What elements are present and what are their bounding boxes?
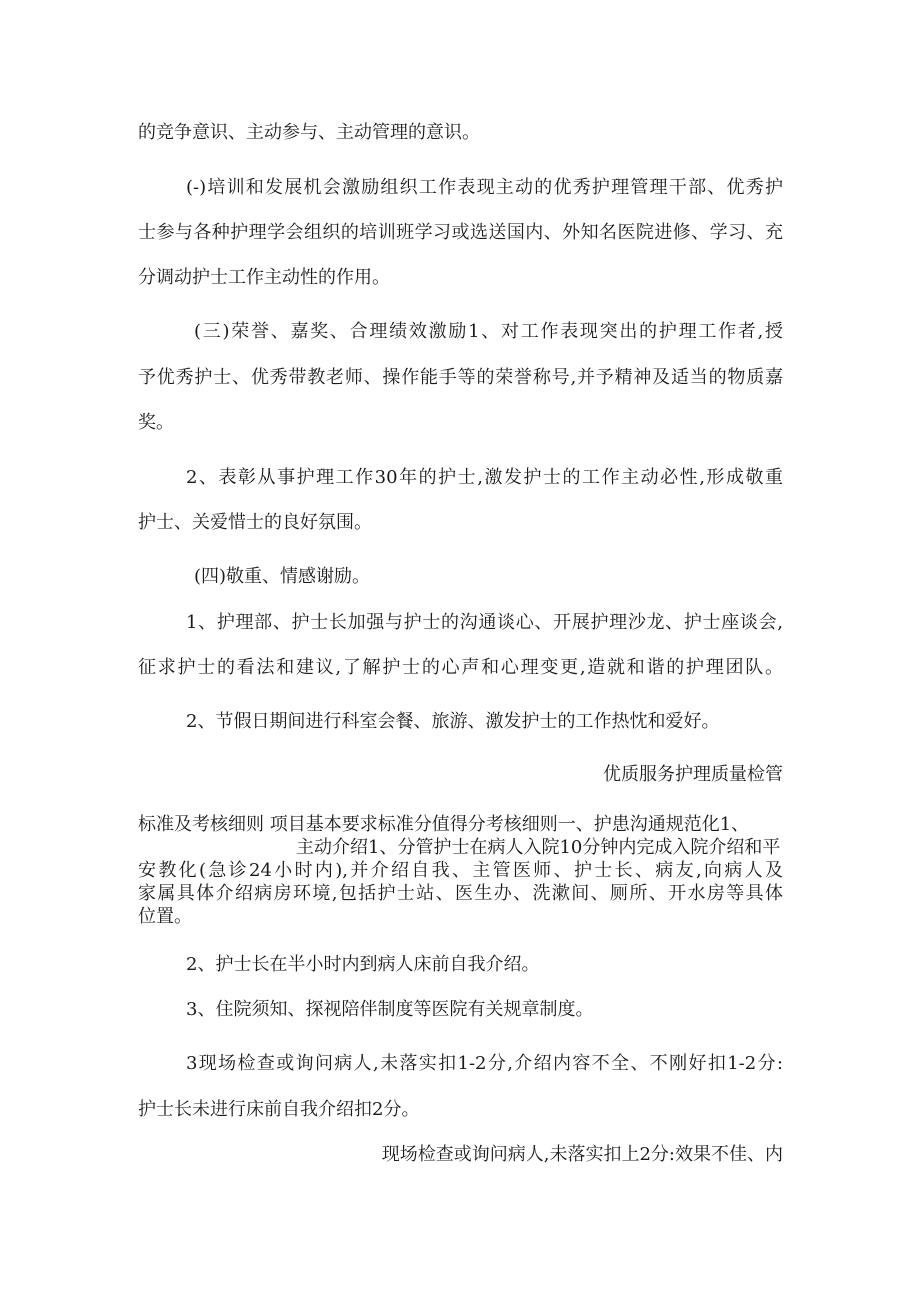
text-line-10: (四)敬重、情感谢励。 [194, 566, 371, 587]
text-line-17: 安教化(急诊24小时内),并介绍自我、主管医师、护士长、病友,向病人及 [138, 860, 783, 881]
text-line-19: 位置。 [138, 906, 192, 927]
text-line-9: 护士、关爱惜士的良好氛围。 [138, 512, 372, 533]
text-line-3: 士参与各种护理学会组织的培训班学习或选送国内、外知名医院进修、学习、充 [138, 222, 783, 243]
text-line-24: 现场检查或询问病人,未落实扣上2分:效果不佳、内 [381, 1144, 783, 1165]
text-line-23: 护士长未进行床前自我介绍扣2分。 [138, 1099, 420, 1120]
text-line-15: 标准及考核细则 项目基本要求标准分值得分考核细则一、护患沟通规范化1、 [138, 814, 750, 835]
text-line-22: 3现场检查或询问病人,未落实扣1-2分,介绍内容不全、不刚好扣1-2分: [186, 1053, 783, 1074]
text-line-21: 3、住院须知、探视陪伴制度等医院有关规章制度。 [186, 999, 594, 1020]
text-line-5: (三)荣誉、嘉奖、合理绩效激励1、对工作表现突出的护理工作者,授 [194, 321, 783, 342]
text-line-1: 的竞争意识、主动参与、主动管理的意识。 [138, 122, 480, 143]
text-line-7: 奖。 [138, 412, 174, 433]
text-line-14: 优质服务护理质量检管 [603, 764, 783, 785]
text-line-4: 分调动护士工作主动性的作用。 [138, 267, 390, 288]
text-line-16: 主动介绍1、分管护士在病人入院10分钟内完成入院介绍和平 [296, 837, 781, 858]
text-line-20: 2、护士长在半小时内到病人床前自我介绍。 [186, 954, 540, 975]
text-line-12: 征求护士的看法和建议,了解护士的心声和心理变更,造就和谐的护理团队。 [138, 657, 783, 678]
text-line-13: 2、节假日期间进行科室会餐、旅游、激发护士的工作热忱和爱好。 [186, 711, 720, 732]
text-line-6: 予优秀护士、优秀带教老师、操作能手等的荣誉称号,并予精神及适当的物质嘉 [138, 367, 783, 388]
text-line-8: 2、表彰从事护理工作30年的护士,激发护士的工作主动必性,形成敬重 [186, 467, 783, 488]
text-line-18: 家属具体介绍病房环境,包括护士站、医生办、洗漱间、厕所、开水房等具体 [138, 883, 783, 904]
text-line-11: 1、护理部、护士长加强与护士的沟通谈心、开展护理沙龙、护士座谈会, [186, 612, 783, 633]
text-line-2: (-)培训和发展机会激励组织工作表现主动的优秀护理管理干部、优秀护 [186, 177, 783, 198]
